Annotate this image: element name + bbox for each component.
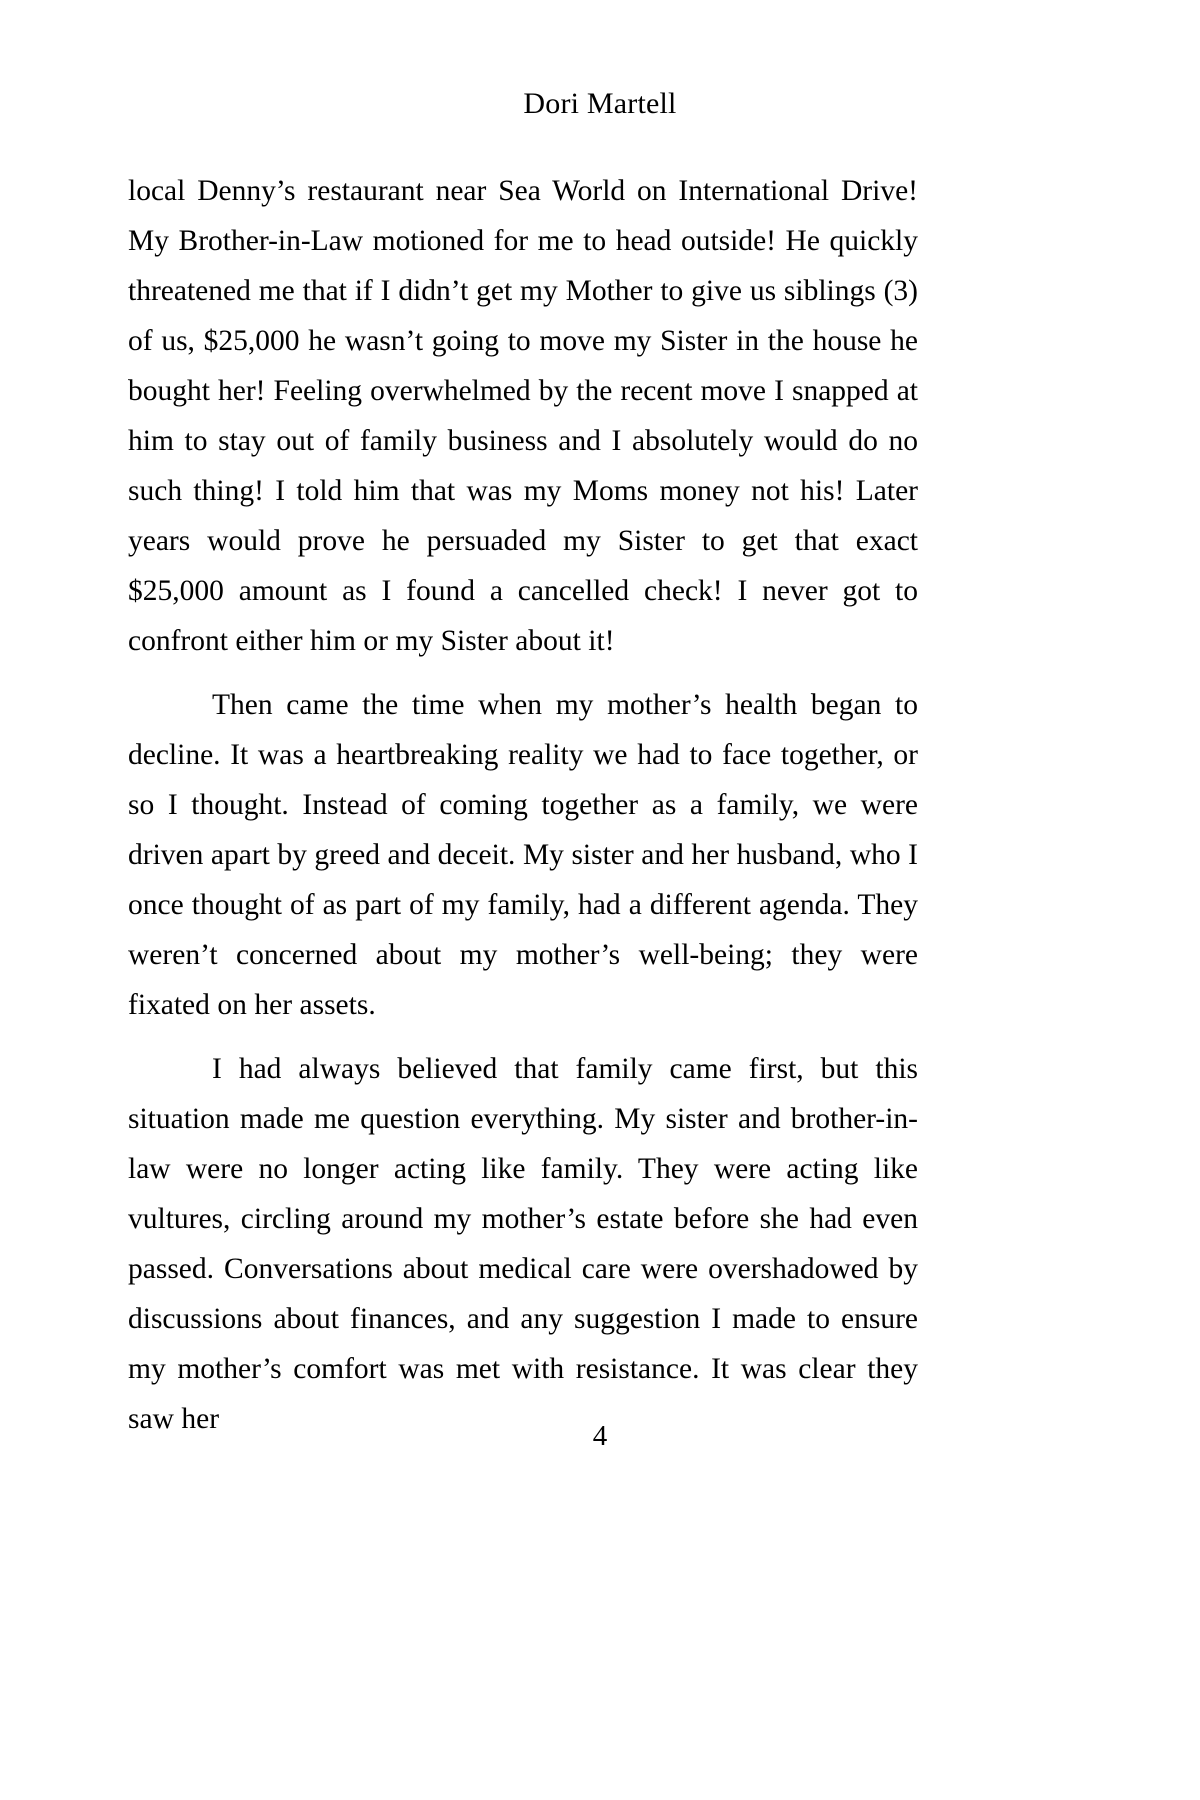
page-number: 4 <box>592 1420 608 1452</box>
paragraph: local Denny’s restaurant near Sea World on International Drive! My Brother-in-Law motioned for me to head outside! He quickly threatened me that if I didn’t get my Mother to give us siblings (3) of us, $25,000 he wasn’t going to move my Sister in the house he bought her! Feeling overwhelmed by the recent move I snapped at him to stay out of family business and I absolutely would do no such thing! I told him that was my Moms money not his! Later years would prove he persuaded my Sister to get that exact $25,000 amount as I found a cancelled check! I never got to confront either him or my Sister about it! <box>128 175 918 657</box>
body-text-block <box>128 166 918 1444</box>
paragraph: Then came the time when my mother’s health began to decline. It was a heartbreaking reality we had to face together, or so I thought. Instead of coming together as a family, we were driven apart by greed and deceit. My sister and her husband, who I once thought of as part of my family, had a different agenda. They weren’t concerned about my mother’s well-being; they were fixated on her assets. <box>128 689 918 1021</box>
paragraph: I had always believed that family came first, but this situation made me question everything. My sister and brother-in-law were no longer acting like family. They were acting like vultures, circling around my mother’s estate before she had even passed. Conversations about medical care were overshadowed by discussions about finances, and any suggestion I made to ensure my mother’s comfort was met with resistance. It was clear they saw her <box>128 1053 918 1435</box>
running-head: Dori Martell <box>523 87 677 120</box>
